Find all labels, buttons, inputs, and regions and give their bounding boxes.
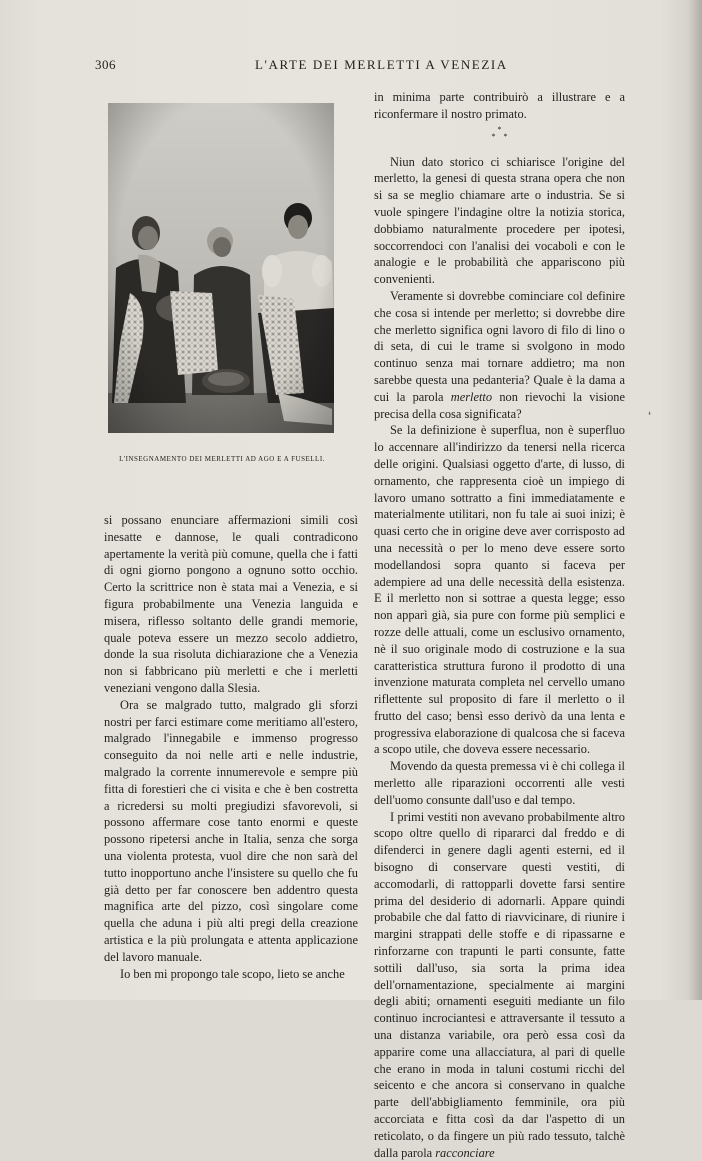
paragraph: si possano enunciare affermazioni simili così inesatte e dannose, le quali contradicono apertamente la verità più comune, quella che i fatti di ogni giorno pongono a ognuno sotto occhio. Certo la scrittrice non è stata mai a Venezia, e si figura probabilmente una Venezia languida e misera, riflesso soltanto delle grandi memorie, quale poteva essere un mezzo secolo addietro, donde la sua risoluta dichiarazione che a Venezia non si fabbricano più merletti e che i merletti veneziani vengono dalla Slesia.	[104, 513, 358, 695]
right-column	[374, 89, 625, 1161]
margin-mark: ❛	[648, 410, 651, 420]
paragraph-text: Veramente si dovrebbe cominciare col definire che cosa si intende per merletto; si dovrebbe dire che merletto significa ogni lavoro di filo di lino o di seta, di cui le trame si svolgono in modo continuo senza mai tornare addietro; ma non sarebbe questa una pedanteria? Quale è la dama a cui la parola	[374, 288, 625, 404]
paragraph: Movendo da questa premessa vi è chi collega il merletto alle riparazioni occorrenti alle vesti dell'uomo consunte dall'uso e dal tempo.	[374, 759, 625, 807]
left-column	[104, 512, 358, 982]
lacemakers-photo	[108, 103, 334, 433]
paragraph-text: non rievochi la visione precisa della cosa significata?	[374, 389, 625, 421]
paragraph: Ora se malgrado tutto, malgrado gli sforzi nostri per farci estimare come meritiamo all'estero, malgrado l'innegabile e immenso progresso conseguito da noi nelle arti e nelle industrie, malgrado la corrente innumerevole e sempre più fitta di forestieri che ci visita e che è ben costretta a ricredersi su molti pregiudizi sfavorevoli, si possono affermare cose tanto enormi e queste possono ripetersi anche in Italia, senza che sorga una violenta protesta, vuol dire che non sarà del tutto inopportuno anche l'insistere su quello che fu già detto per far conoscere ben addentro questa magnifica arte del pizzo, così singolare come quella che aduna i più alti pregi della creazione artistica e la più prolungata e attenta applicazione del lavoro manuale.	[104, 697, 358, 964]
figure-caption: L'INSEGNAMENTO DEI MERLETTI AD AGO E A FUSELLI.	[119, 455, 325, 463]
paragraph: in minima parte contribuirò a illustrare e a riconfermare il nostro primato.	[374, 90, 625, 121]
paragraph-text: I primi vestiti non avevano probabilmente altro scopo oltre quello di ripararci dal freddo e di difenderci in genere dagli agenti esterni, ed il bisogno di conservare questi vestiti, di accomodarli, di rattopparli dovette farsi sentire prima del desiderio di adornarli. Appare quindi probabile che dal fatto di riavvicinare, di riunire i margini strappati delle stoffe e di ripassarne e rinforzarne con trapunti le parti consunte, fatte sottili dall'uso, sia sorta la prima idea dell'ornamentazione, specialmente ai margini degli abiti; ornamenti eseguiti mediante un filo continuo incrociantesi e attraversante il tessuto a una distanza variabile, ora però essa così da apparire come una allacciatura, al pari di quelle che erano in moda in taluni costumi ricchi del seicento e che ancora si conservano in qualche parte dell'abbigliamento femminile, ora più accorciata e fitta così da dar l'aspetto di un reticolato, o da fingere un più rado tessuto, talchè dalla parola	[374, 809, 625, 1160]
running-title: L'ARTE DEI MERLETTI A VENEZIA	[255, 57, 508, 72]
paragraph	[374, 809, 625, 1161]
asterism-top: *	[497, 124, 502, 134]
paragraph: Se la definizione è superflua, non è superfluo lo accennare all'indirizzo da tenersi nella ricerca delle origini. Qualsiasi oggetto d'arte, di lusso, di ornamento, che rappresenta cioè un impiego di lavoro umano sottratto a fini immediatamente e materialmente utilitari, non fu tale ai suoi inizi; è quasi certo che in origine deve aver corrisposto ad una necessità o per lo meno deve essere sorto modellandosi sopra quanto si faceva per adempiere ad una delle necessità della esistenza. E il merletto non si sottrae a questa legge; esso non apparì già, sia pure con forme più semplici e rozze delle attuali, come un esclusivo ornamento, nè il suo originale modo di costruzione e la sua caratteristica struttura furono il prodotto di una invenzione maturata completa nel cervello umano riflettente sul proposito di fare il merletto o il frutto del caso; bensì esso derivò da una lenta e progressiva elaborazione di qualcosa che si faceva a scopo utile, che doveva essere necessario.	[374, 423, 625, 757]
italic-word: merletto	[450, 389, 493, 404]
photograph	[108, 103, 334, 433]
page-spine-shadow	[688, 0, 702, 1000]
page-header	[95, 57, 642, 75]
italic-word: racconciare	[435, 1145, 495, 1160]
asterism-bottom: **	[491, 131, 516, 141]
paragraph: Niun dato storico ci schiarisce l'origine del merletto, la genesi di questa strana opera che non si sa se meglio chiamare arte o industria. Se si vuole spingere l'indagine oltre la notizia storica, dobbiamo naturalmente procedere per ipotesi, soccorrendoci con l'analisi dei vocaboli e con le analogie e le probabilità che appariscono più convenienti.	[374, 154, 625, 287]
section-asterism	[374, 126, 625, 148]
page-number: 306	[95, 57, 116, 72]
paragraph: Io ben mi propongo tale scopo, lieto se anche	[120, 966, 345, 981]
paragraph	[374, 288, 625, 422]
